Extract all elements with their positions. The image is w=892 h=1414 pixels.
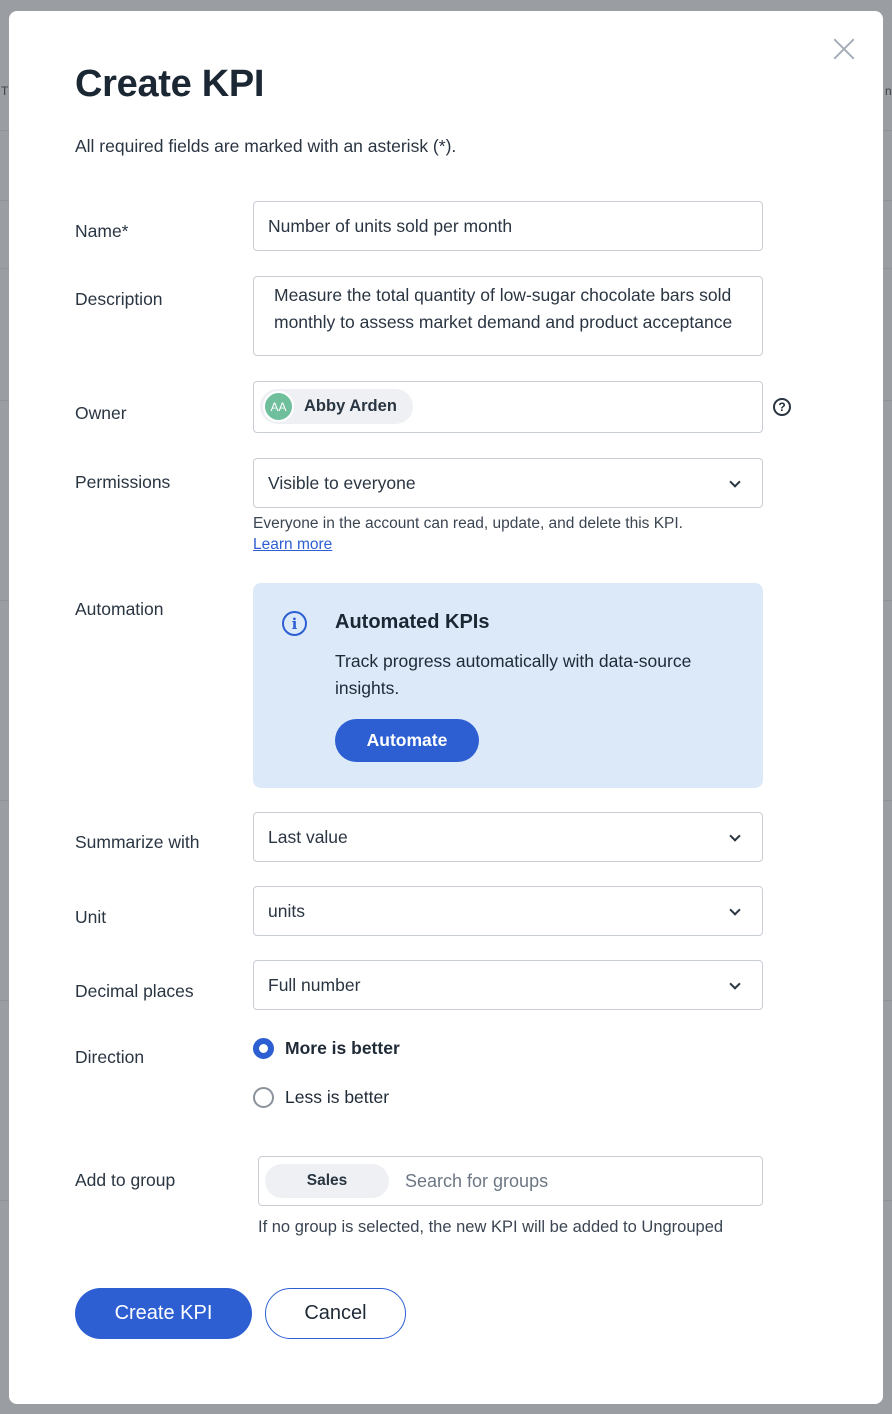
chevron-down-icon	[730, 478, 740, 488]
permissions-helper	[253, 513, 713, 555]
chevron-down-icon	[730, 980, 740, 990]
automation-label: Automation	[75, 599, 164, 619]
description-value: Measure the total quantity of low-sugar chocolate bars sold monthly to assess market demand and product acceptance	[274, 285, 733, 332]
summarize-value: Last value	[268, 826, 348, 847]
owner-field[interactable]	[253, 381, 763, 433]
decimals-value: Full number	[268, 974, 361, 995]
question-circle-icon[interactable]: ?	[773, 398, 791, 416]
group-chip-sales[interactable]: Sales	[265, 1164, 389, 1198]
permissions-select[interactable]	[253, 458, 763, 508]
close-icon[interactable]	[833, 38, 855, 60]
banner-description: Track progress automatically with data-source insights.	[335, 651, 692, 698]
radio-label: Less is better	[285, 1087, 390, 1107]
bg-text-right: n	[885, 84, 892, 98]
radio-more-is-better[interactable]	[253, 1038, 400, 1059]
dialog-title: Create KPI	[75, 63, 265, 105]
name-input[interactable]	[253, 201, 763, 251]
avatar: AA	[263, 391, 294, 422]
owner-label: Owner	[75, 403, 127, 423]
group-search-placeholder: Search for groups	[405, 1170, 549, 1191]
automate-button[interactable]: Automate	[335, 719, 479, 762]
decimals-label: Decimal places	[75, 981, 194, 1001]
cancel-button[interactable]: Cancel	[265, 1288, 406, 1339]
bg-text-left: T	[1, 84, 9, 98]
summarize-label: Summarize with	[75, 832, 200, 852]
unit-select[interactable]	[253, 886, 763, 936]
group-helper: If no group is selected, the new KPI will be added to Ungrouped	[258, 1218, 724, 1236]
permissions-label: Permissions	[75, 472, 171, 492]
summarize-select[interactable]	[253, 812, 763, 862]
permissions-value: Visible to everyone	[268, 472, 416, 493]
chevron-down-icon	[730, 832, 740, 842]
banner-title: Automated KPIs	[335, 611, 490, 633]
owner-chip[interactable]	[260, 389, 413, 424]
decimals-select[interactable]	[253, 960, 763, 1010]
radio-unselected[interactable]	[253, 1087, 274, 1108]
permissions-helper-text: Everyone in the account can read, update, and delete this KPI.	[253, 515, 683, 532]
description-textarea[interactable]	[253, 276, 763, 356]
unit-label: Unit	[75, 907, 107, 927]
radio-selected[interactable]	[253, 1038, 274, 1059]
group-label: Add to group	[75, 1170, 176, 1190]
chevron-down-icon	[730, 906, 740, 916]
direction-label: Direction	[75, 1047, 145, 1067]
automated-kpis-banner	[253, 583, 763, 788]
name-input-value: Number of units sold per month	[268, 216, 513, 236]
unit-value: units	[268, 900, 305, 921]
radio-less-is-better[interactable]	[253, 1087, 389, 1108]
radio-label: More is better	[285, 1038, 400, 1058]
group-search-field[interactable]	[258, 1156, 763, 1206]
owner-name: Abby Arden	[304, 397, 397, 415]
required-fields-note: All required fields are marked with an asterisk (*).	[75, 136, 457, 156]
create-kpi-dialog	[9, 11, 883, 1404]
info-icon: i	[282, 611, 307, 636]
learn-more-link[interactable]: Learn more	[253, 536, 333, 553]
create-kpi-button[interactable]: Create KPI	[75, 1288, 252, 1339]
name-label: Name*	[75, 221, 129, 241]
description-label: Description	[75, 289, 163, 309]
